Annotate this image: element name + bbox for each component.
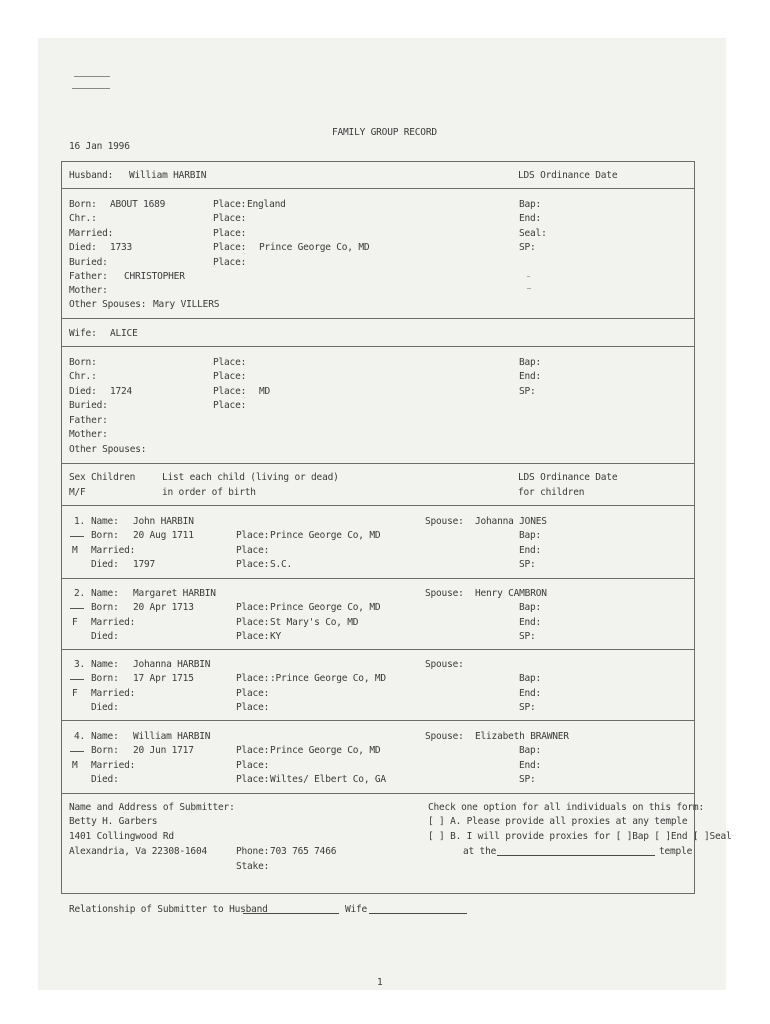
submitter-name: Betty H. Garbers — [69, 816, 158, 827]
spouse-label: Spouse: — [425, 659, 464, 670]
end-label: End: — [519, 688, 542, 699]
sp-label: SP: — [519, 242, 536, 253]
other-spouses-label: Other Spouses: — [69, 444, 147, 455]
name-label: Name: — [91, 588, 119, 599]
list-instructions: List each child (living or dead) — [162, 472, 339, 483]
buried-label: Buried: — [69, 400, 108, 411]
place-label: Place: — [213, 357, 247, 368]
child-number: 4. — [74, 731, 86, 742]
born-label: Born: — [91, 530, 119, 541]
place-label: Place: — [213, 371, 247, 382]
child-name: John HARBIN — [133, 516, 194, 527]
husband-other-spouses: Mary VILLERS — [153, 299, 220, 310]
husband-father: CHRISTOPHER — [124, 271, 185, 282]
end-label: End: — [519, 760, 542, 771]
husband-born-place: England — [247, 199, 286, 210]
born-label: Born: — [91, 602, 119, 613]
born-label: Born: — [69, 199, 97, 210]
chr-label: Chr.: — [69, 371, 97, 382]
spouse-label: Spouse: — [425, 731, 464, 742]
born-label: Born: — [91, 745, 119, 756]
husband-name: William HARBIN — [129, 170, 207, 181]
list-instructions-2: in order of birth — [162, 487, 256, 498]
child-born-place: Prince George Co, MD — [270, 602, 381, 613]
other-spouses-label: Other Spouses: — [69, 299, 147, 310]
died-label: Died: — [91, 559, 119, 570]
place-label: Place: — [236, 688, 270, 699]
child-name: Johanna HARBIN — [133, 659, 211, 670]
place-label: Place: — [236, 602, 270, 613]
relationship-label: Relationship of Submitter to Husband — [69, 904, 268, 915]
chr-label: Chr.: — [69, 213, 97, 224]
place-label: Place: — [236, 673, 270, 684]
wife-section — [61, 318, 695, 464]
place-label: Place: — [213, 386, 247, 397]
end-label: End: — [519, 545, 542, 556]
married-label: Married: — [91, 688, 136, 699]
submitter-address-2: Alexandria, Va 22308-1604 — [69, 846, 207, 857]
born-label: Born: — [91, 673, 119, 684]
sex-heading: Sex — [69, 472, 86, 483]
child-spouse: Johanna JONES — [475, 516, 547, 527]
bap-label: Bap: — [519, 673, 542, 684]
relationship-wife-line[interactable] — [369, 913, 467, 914]
child-died-place: S.C. — [270, 559, 293, 570]
name-label: Name: — [91, 659, 119, 670]
margin-mark — [74, 76, 110, 77]
sex-dash — [70, 679, 84, 680]
child-born: 17 Apr 1715 — [133, 673, 194, 684]
husband-label: Husband: — [69, 170, 114, 181]
died-label: Died: — [91, 774, 119, 785]
spouse-label: Spouse: — [425, 588, 464, 599]
died-label: Died: — [91, 631, 119, 642]
husband-died-place: Prince George Co, MD — [259, 242, 370, 253]
bap-label: Bap: — [519, 199, 542, 210]
died-label: Died: — [69, 386, 97, 397]
child-sex: M — [72, 760, 78, 771]
child-born: 20 Apr 1713 — [133, 602, 194, 613]
child-died: 1797 — [133, 559, 156, 570]
sp-label: SP: — [519, 774, 536, 785]
divider — [61, 346, 695, 347]
sp-label: SP: — [519, 631, 536, 642]
child-spouse: Elizabeth BRAWNER — [475, 731, 569, 742]
at-the-label: at the — [463, 846, 497, 857]
temple-label: temple — [659, 846, 693, 857]
wife-name: ALICE — [110, 328, 138, 339]
stake-label: Stake: — [236, 861, 270, 872]
lds-children-heading-2: for children — [518, 487, 585, 498]
father-label: Father: — [69, 271, 108, 282]
lds-children-heading: LDS Ordinance Date — [518, 472, 618, 483]
mf-heading: M/F — [69, 487, 86, 498]
end-label: End: — [519, 371, 542, 382]
relationship-husband-line[interactable] — [243, 913, 339, 914]
bap-label: Bap: — [519, 357, 542, 368]
place-label: Place: — [213, 257, 247, 268]
lds-ordinance-heading: LDS Ordinance Date — [518, 170, 618, 181]
seal-label: Seal: — [519, 228, 547, 239]
place-label: Place: — [213, 199, 247, 210]
pencil-mark — [527, 276, 530, 277]
pencil-mark — [527, 288, 531, 289]
place-label: Place: — [236, 760, 270, 771]
place-label: Place: — [213, 242, 247, 253]
place-label: Place: — [213, 228, 247, 239]
child-number: 2. — [74, 588, 86, 599]
place-label: Place: — [236, 702, 270, 713]
place-label: Place: — [213, 213, 247, 224]
bap-label: Bap: — [519, 602, 542, 613]
place-label: Place: — [236, 617, 270, 628]
wife-died: 1724 — [110, 386, 133, 397]
mother-label: Mother: — [69, 429, 108, 440]
name-label: Name: — [91, 516, 119, 527]
child-married-place: St Mary's Co, MD — [270, 617, 359, 628]
check-option-heading: Check one option for all individuals on this form: — [428, 802, 704, 813]
children-heading: Children — [91, 472, 136, 483]
bap-label: Bap: — [519, 745, 542, 756]
submitter-address-1: 1401 Collingwood Rd — [69, 831, 174, 842]
died-label: Died: — [69, 242, 97, 253]
sp-label: SP: — [519, 386, 536, 397]
relationship-wife-label: Wife — [345, 904, 368, 915]
married-label: Married: — [91, 760, 136, 771]
place-label: Place: — [236, 530, 270, 541]
wife-label: Wife: — [69, 328, 97, 339]
place-label: Place: — [236, 559, 270, 570]
place-label: Place: — [236, 545, 270, 556]
child-died-place: KY — [270, 631, 282, 642]
husband-section — [61, 161, 695, 319]
sp-label: SP: — [519, 559, 536, 570]
end-label: End: — [519, 617, 542, 628]
option-a[interactable]: [ ] A. Please provide all proxies at any temple — [428, 816, 688, 827]
child-sex: M — [72, 545, 78, 556]
submitter-phone: 703 765 7466 — [270, 846, 337, 857]
option-b[interactable]: [ ] B. I will provide proxies for [ ]Bap [ ]End [ ]Seal — [428, 831, 732, 842]
phone-label: Phone: — [236, 846, 270, 857]
child-sex: F — [72, 688, 78, 699]
wife-died-place: MD — [259, 386, 271, 397]
bap-label: Bap: — [519, 530, 542, 541]
child-born: 20 Aug 1711 — [133, 530, 194, 541]
child-sex: F — [72, 617, 78, 628]
end-label: End: — [519, 213, 542, 224]
mother-label: Mother: — [69, 285, 108, 296]
married-label: Married: — [91, 617, 136, 628]
children-header-section — [61, 463, 695, 506]
child-name: Margaret HARBIN — [133, 588, 216, 599]
sp-label: SP: — [519, 702, 536, 713]
form-date: 16 Jan 1996 — [69, 141, 130, 152]
submitter-heading: Name and Address of Submitter: — [69, 802, 235, 813]
place-label: Place: — [236, 631, 270, 642]
child-born-place: Prince George Co, MD — [270, 530, 381, 541]
husband-died: 1733 — [110, 242, 133, 253]
divider — [61, 188, 695, 189]
child-born-place: :Prince George Co, MD — [270, 673, 386, 684]
temple-blank-line[interactable] — [497, 855, 655, 856]
child-spouse: Henry CAMBRON — [475, 588, 547, 599]
spouse-label: Spouse: — [425, 516, 464, 527]
place-label: Place: — [236, 774, 270, 785]
buried-label: Buried: — [69, 257, 108, 268]
child-born-place: Prince George Co, MD — [270, 745, 381, 756]
sex-dash — [70, 751, 84, 752]
married-label: Married: — [91, 545, 136, 556]
child-name: William HARBIN — [133, 731, 211, 742]
born-label: Born: — [69, 357, 97, 368]
sex-dash — [70, 536, 84, 537]
husband-born: ABOUT 1689 — [110, 199, 166, 210]
place-label: Place: — [236, 745, 270, 756]
margin-mark — [72, 88, 110, 89]
name-label: Name: — [91, 731, 119, 742]
died-label: Died: — [91, 702, 119, 713]
sex-dash — [70, 608, 84, 609]
page-number: 1 — [377, 977, 383, 988]
child-born: 20 Jun 1717 — [133, 745, 194, 756]
form-title: FAMILY GROUP RECORD — [332, 127, 437, 138]
father-label: Father: — [69, 415, 108, 426]
child-number: 3. — [74, 659, 86, 670]
married-label: Married: — [69, 228, 114, 239]
place-label: Place: — [213, 400, 247, 411]
child-number: 1. — [74, 516, 86, 527]
child-died-place: Wiltes/ Elbert Co, GA — [270, 774, 386, 785]
